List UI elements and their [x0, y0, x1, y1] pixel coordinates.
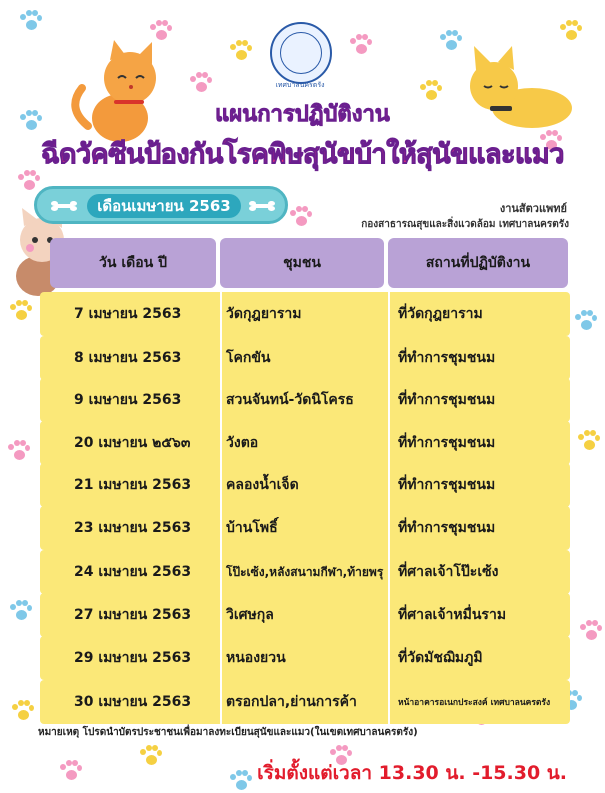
remark-note: หมายเหตุ โปรดนำบัตรประชาชนเพื่อมาลงทะเบียนสุนัขและแมว(ในเขตเทศบาลนครตรัง)	[38, 727, 418, 738]
paw-print-icon	[10, 600, 32, 622]
table-row	[40, 421, 570, 465]
column-divider	[220, 550, 222, 594]
row-place: ที่ทำการชุมชนม	[398, 477, 496, 493]
service-time: เริ่มตั้งแต่เวลา 13.30 น. -15.30 น.	[257, 762, 567, 784]
table-row	[40, 378, 570, 422]
row-date: 30 เมษายน 2563	[74, 694, 192, 710]
row-place: ที่ทำการชุมชนม	[398, 435, 496, 451]
column-divider	[388, 378, 390, 422]
column-divider	[388, 550, 390, 594]
column-divider	[388, 292, 390, 336]
column-divider	[220, 463, 222, 507]
division-name: กองสาธารณสุขและสิ่งแวดล้อม เทศบาลนครตรัง	[361, 219, 569, 230]
table-row	[40, 593, 570, 637]
column-header-place: สถานที่ปฏิบัติงาน	[388, 238, 568, 288]
bone-icon	[249, 201, 275, 211]
column-header-date: วัน เดือน ปี	[50, 238, 216, 288]
paw-print-icon	[578, 430, 600, 452]
bone-icon	[51, 201, 77, 211]
paw-print-icon	[440, 30, 462, 52]
column-divider	[388, 336, 390, 380]
column-divider	[220, 378, 222, 422]
paw-print-icon	[12, 700, 34, 722]
row-date: 29 เมษายน 2563	[74, 650, 192, 666]
row-community: วัดกุฎยาราม	[226, 306, 302, 322]
table-row	[40, 292, 570, 336]
row-place: ที่ทำการชุมชนม	[398, 520, 496, 536]
municipality-seal-icon	[270, 22, 332, 84]
paw-print-icon	[290, 206, 312, 228]
row-date: 21 เมษายน 2563	[74, 477, 192, 493]
row-date: 9 เมษายน 2563	[74, 392, 182, 408]
paw-print-icon	[190, 72, 212, 94]
row-community: คลองน้ำเจ็ด	[226, 477, 299, 493]
month-banner	[34, 186, 288, 224]
paw-print-icon	[560, 20, 582, 42]
column-divider	[220, 680, 222, 724]
column-divider	[220, 421, 222, 465]
column-divider	[388, 421, 390, 465]
table-row	[40, 463, 570, 507]
column-divider	[388, 680, 390, 724]
column-divider	[220, 506, 222, 550]
column-divider	[220, 336, 222, 380]
table-row	[40, 680, 570, 724]
column-divider	[388, 506, 390, 550]
row-place: ที่ศาลเจ้าโป๊ะเซ้ง	[398, 564, 499, 580]
column-header-community: ชุมชน	[220, 238, 384, 288]
row-community: ตรอกปลา,ย่านการค้า	[226, 694, 357, 710]
row-community: บ้านโพธิ์	[226, 520, 278, 536]
row-community: หนองยวน	[226, 650, 286, 666]
table-row	[40, 336, 570, 380]
row-date: 20 เมษายน ๒๕๖๓	[74, 435, 191, 451]
seal-caption: เทศบาลนครตรัง	[275, 81, 325, 89]
row-date: 23 เมษายน 2563	[74, 520, 192, 536]
row-date: 24 เมษายน 2563	[74, 564, 192, 580]
table-row	[40, 506, 570, 550]
paw-print-icon	[350, 34, 372, 56]
row-date: 7 เมษายน 2563	[74, 306, 182, 322]
paw-print-icon	[230, 770, 252, 792]
vaccine-title: ฉีดวัคซีนป้องกันโรคพิษสุนัขบ้าให้สุนัขและแมว	[41, 139, 564, 170]
row-place: ที่ศาลเจ้าหมื่นราม	[398, 607, 507, 623]
row-place: ที่วัดกุฎยาราม	[398, 306, 483, 322]
row-date: 27 เมษายน 2563	[74, 607, 192, 623]
row-community: วิเศษกุล	[226, 607, 274, 623]
row-community: โคกขัน	[226, 350, 271, 366]
row-community: วังตอ	[226, 435, 259, 451]
column-divider	[220, 593, 222, 637]
column-divider	[388, 636, 390, 680]
row-place: ที่ทำการชุมชนม	[398, 392, 496, 408]
row-date: 8 เมษายน 2563	[74, 350, 182, 366]
paw-print-icon	[580, 620, 602, 642]
row-place: หน้าอาคารอเนกประสงค์ เทศบาลนครตรัง	[398, 698, 551, 708]
department-name: งานสัตวแพทย์	[499, 202, 567, 215]
paw-print-icon	[230, 40, 252, 62]
row-place: ที่ทำการชุมชนม	[398, 350, 496, 366]
column-divider	[220, 636, 222, 680]
paw-print-icon	[60, 760, 82, 782]
month-label: เดือนเมษายน 2563	[87, 194, 241, 218]
column-divider	[220, 292, 222, 336]
paw-print-icon	[10, 300, 32, 322]
paw-print-icon	[140, 745, 162, 767]
column-divider	[388, 463, 390, 507]
paw-print-icon	[8, 440, 30, 462]
paw-print-icon	[575, 310, 597, 332]
row-place: ที่วัดมัชฌิมภูมิ	[398, 650, 483, 666]
paw-print-icon	[20, 10, 42, 32]
plan-title: แผนการปฏิบัติงาน	[215, 102, 390, 127]
row-community: สวนจันทน์-วัดนิโครธ	[226, 392, 354, 408]
table-row	[40, 636, 570, 680]
table-row	[40, 550, 570, 594]
row-community: โป๊ะเซ้ง,หลังสนามกีฬา,ท้ายพรุ	[226, 564, 384, 579]
column-divider	[388, 593, 390, 637]
